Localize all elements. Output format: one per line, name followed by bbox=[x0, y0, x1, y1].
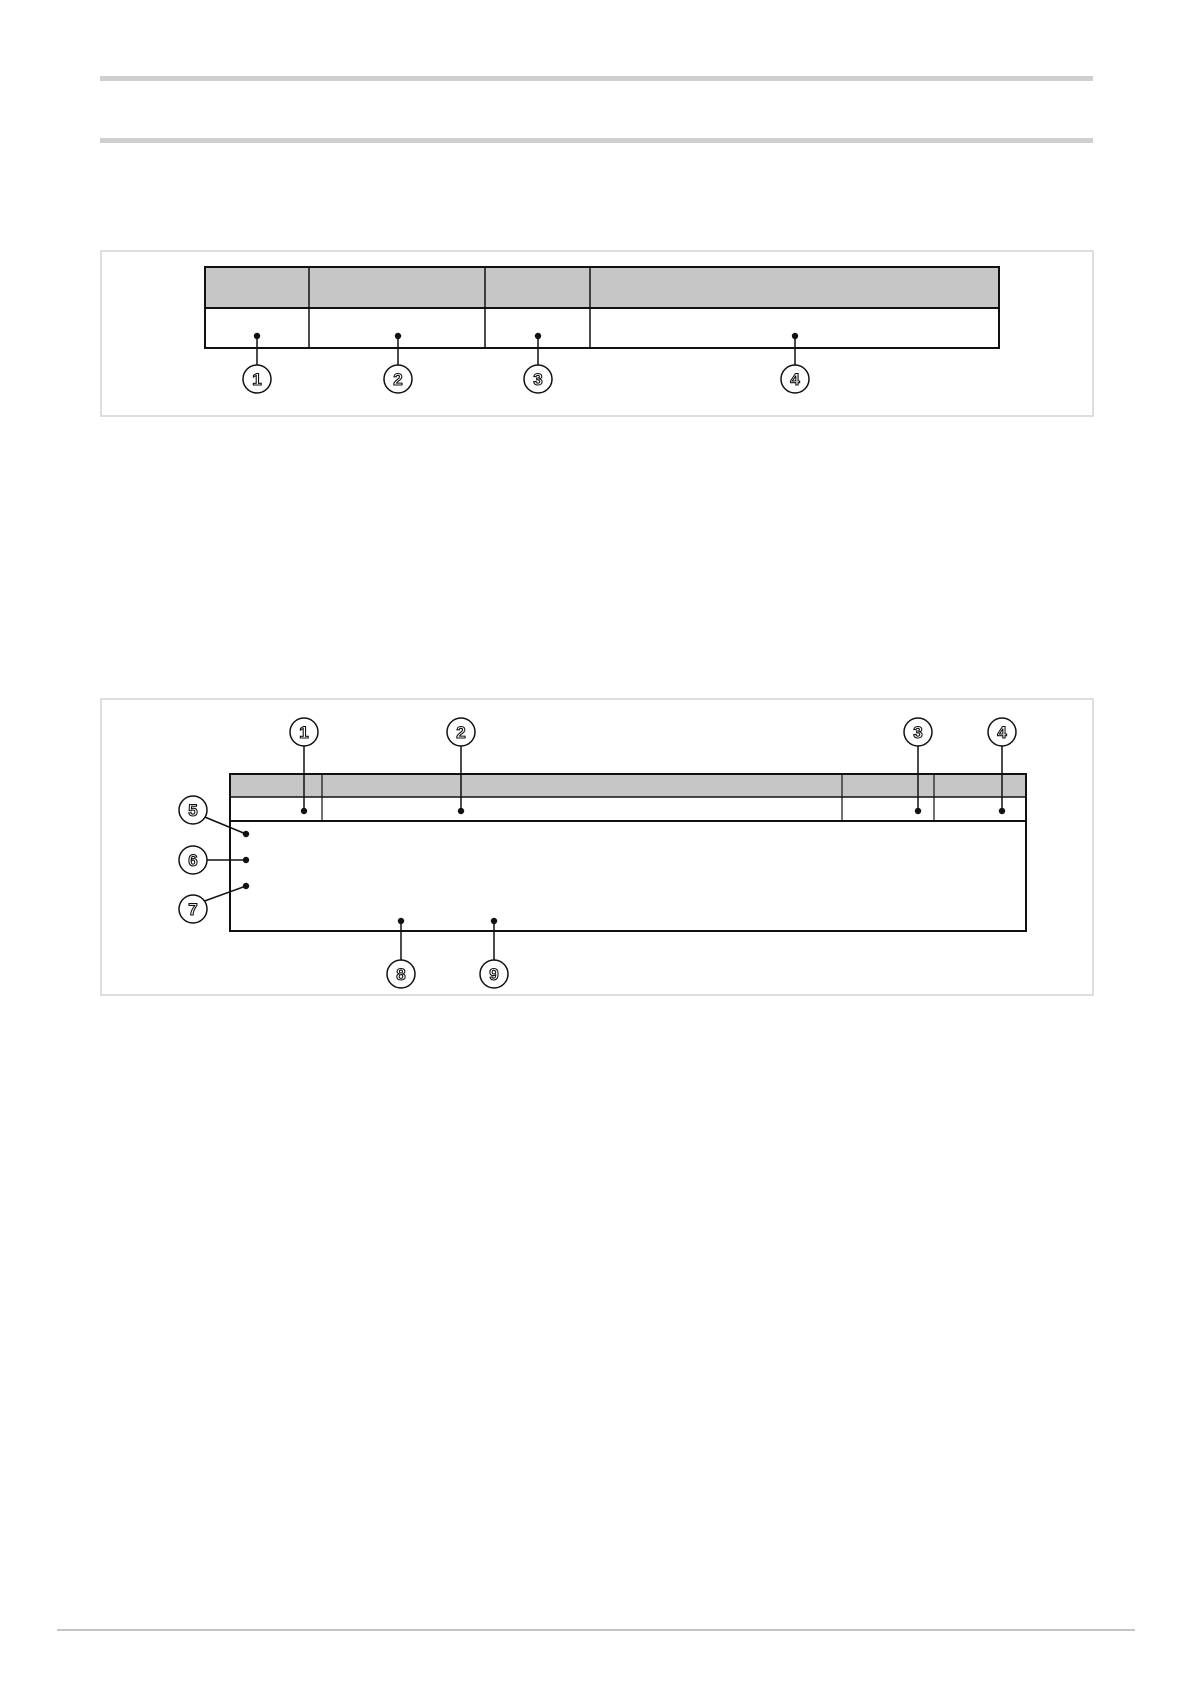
fig2-callout-6-label: 6 bbox=[188, 851, 198, 870]
fig2-callout-8-label: 8 bbox=[396, 965, 406, 984]
figure-1-frame bbox=[100, 250, 1094, 417]
fig2-callout-7-leader bbox=[199, 886, 246, 903]
fig2-callout-7-label: 7 bbox=[188, 900, 198, 919]
header-rule-top bbox=[100, 76, 1093, 81]
header-rule-bottom bbox=[100, 138, 1093, 143]
fig1-callout-2-label: 2 bbox=[393, 370, 403, 389]
fig1-callout-4-label: 4 bbox=[790, 370, 800, 389]
fig2-callout-5-label: 5 bbox=[188, 801, 198, 820]
figure-1-diagram bbox=[102, 252, 1092, 415]
figure-2-diagram bbox=[102, 700, 1092, 994]
fig1-callout-1-label: 1 bbox=[252, 370, 262, 389]
fig2-detail-block bbox=[230, 821, 1026, 931]
fig1-header-row bbox=[205, 267, 999, 308]
fig2-callout-9-label: 9 bbox=[489, 965, 499, 984]
fig2-callout-4-label: 4 bbox=[997, 723, 1007, 742]
fig2-callout-1-label: 1 bbox=[299, 723, 309, 742]
footer-rule bbox=[57, 1629, 1135, 1631]
fig2-callout-2-label: 2 bbox=[456, 723, 466, 742]
fig1-callout-3-label: 3 bbox=[533, 370, 543, 389]
fig2-callout-3-label: 3 bbox=[913, 723, 923, 742]
figure-2-frame bbox=[100, 698, 1094, 996]
fig2-header-row bbox=[230, 774, 1026, 797]
